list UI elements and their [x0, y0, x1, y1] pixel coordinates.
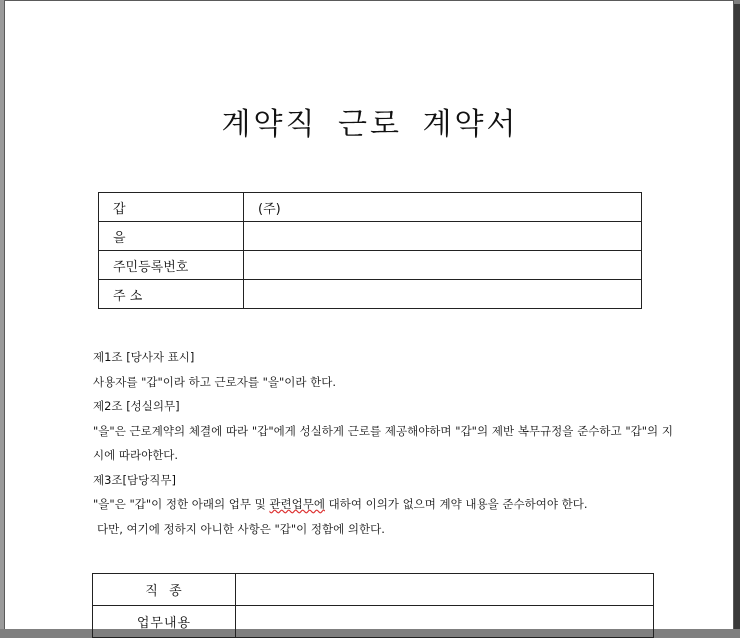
- resident-number-value[interactable]: [244, 251, 642, 280]
- article-3-text: [93, 492, 673, 517]
- article-3-text-end: 대하여 이의가 없으며 계약 내용을 준수하여야 한다.: [324, 497, 588, 511]
- table-row: [99, 280, 642, 309]
- party-a-value[interactable]: (주): [244, 193, 642, 222]
- job-type-value[interactable]: [236, 574, 654, 606]
- article-3-heading: 제3조[담당직무]: [93, 472, 176, 487]
- table-row: [99, 251, 642, 280]
- job-type-label: 직 종: [93, 574, 236, 606]
- document-title: 계약직 근로 계약서: [221, 107, 519, 142]
- job-description-label: 업무내용: [93, 606, 236, 638]
- article-2-heading: 제2조 [성실의무]: [93, 399, 180, 413]
- address-label: 주 소: [99, 280, 244, 309]
- article-3-text-start: "을"은 "갑"이 정한 아래의 업무 및: [93, 497, 270, 511]
- contract-articles: [93, 345, 673, 541]
- table-row: [93, 574, 654, 606]
- party-b-label: 을: [99, 222, 244, 251]
- address-value[interactable]: [244, 280, 642, 309]
- article-3-text-2: 다만, 여기에 정하지 아니한 사항은 "갑"이 정함에 의한다.: [97, 521, 385, 536]
- job-description-value[interactable]: [236, 606, 654, 638]
- document-page: [4, 0, 734, 629]
- resident-number-label: 주민등록번호: [99, 251, 244, 280]
- page-shadow: [734, 4, 740, 629]
- article-2-text: "을"은 근로계약의 체결에 따라 "갑"에게 성실하게 근로를 제공해야하며 "갑"의 제반 복무규정을 준수하고 "갑"의 지시에 따라야한다.: [93, 423, 673, 462]
- table-row: [99, 193, 642, 222]
- party-b-value[interactable]: [244, 222, 642, 251]
- spellcheck-underlined-word: 관련업무에: [269, 497, 325, 511]
- table-row: [99, 222, 642, 251]
- duty-table: [92, 573, 654, 638]
- article-1-text: 사용자를 "갑"이라 하고 근로자를 "을"이라 한다.: [93, 374, 337, 389]
- party-a-label: 갑: [99, 193, 244, 222]
- parties-table: [98, 192, 642, 309]
- table-row: [93, 606, 654, 638]
- article-1-heading: 제1조 [당사자 표시]: [93, 350, 195, 364]
